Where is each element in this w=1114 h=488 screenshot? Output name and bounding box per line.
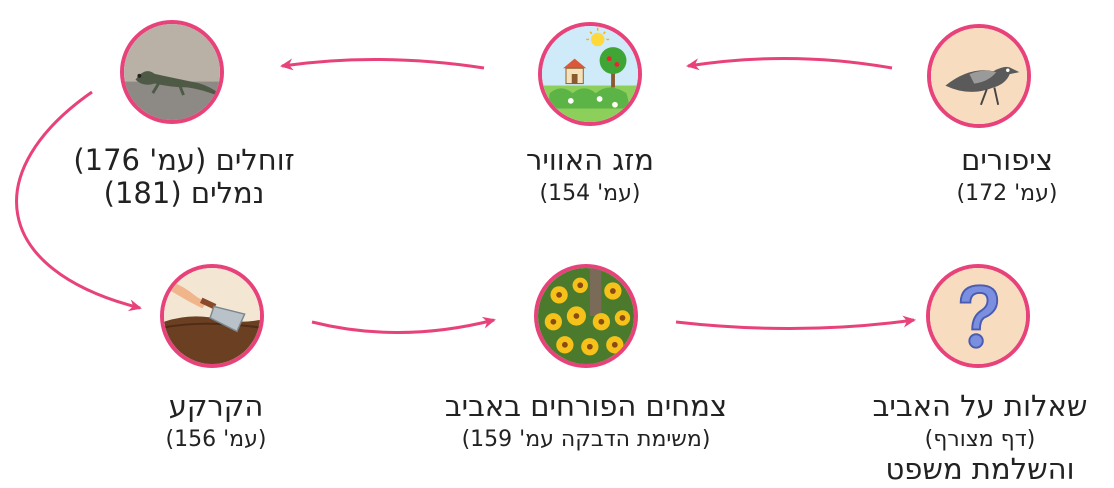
arrow-soil-to-flowers (312, 320, 494, 333)
weather-title: מזג האוויר (526, 143, 654, 177)
questions-title: שאלות על האביב (872, 389, 1088, 423)
arrow-birds-to-weather (688, 58, 892, 68)
reptiles-title: זוחלים (עמ' 176) (73, 143, 295, 177)
questions-title2: והשלמת משפט (885, 452, 1075, 486)
questions-page: (דף מצורף) (924, 427, 1036, 452)
arrow-weather-to-reptiles (282, 59, 484, 68)
bird-icon (927, 24, 1031, 128)
soil-page: (עמ' 156) (165, 427, 267, 452)
question-mark-icon (926, 264, 1030, 368)
weather-page: (עמ' 154) (539, 181, 641, 206)
yellow-flowers-icon (534, 264, 638, 368)
birds-title: ציפורים (961, 143, 1053, 177)
flowers-page: (משימת הדבקה עמ' 159) (461, 427, 711, 452)
birds-page: (עמ' 172) (956, 181, 1058, 206)
arrow-flowers-to-questions (676, 320, 914, 329)
soil-trowel-icon (160, 264, 264, 368)
weather-scene-icon (538, 22, 642, 126)
lizard-icon (120, 20, 224, 124)
ants-title: נמלים (181) (103, 176, 265, 210)
flowers-title: צמחים הפורחים באביב (444, 389, 728, 423)
soil-title: הקרקע (168, 389, 264, 423)
